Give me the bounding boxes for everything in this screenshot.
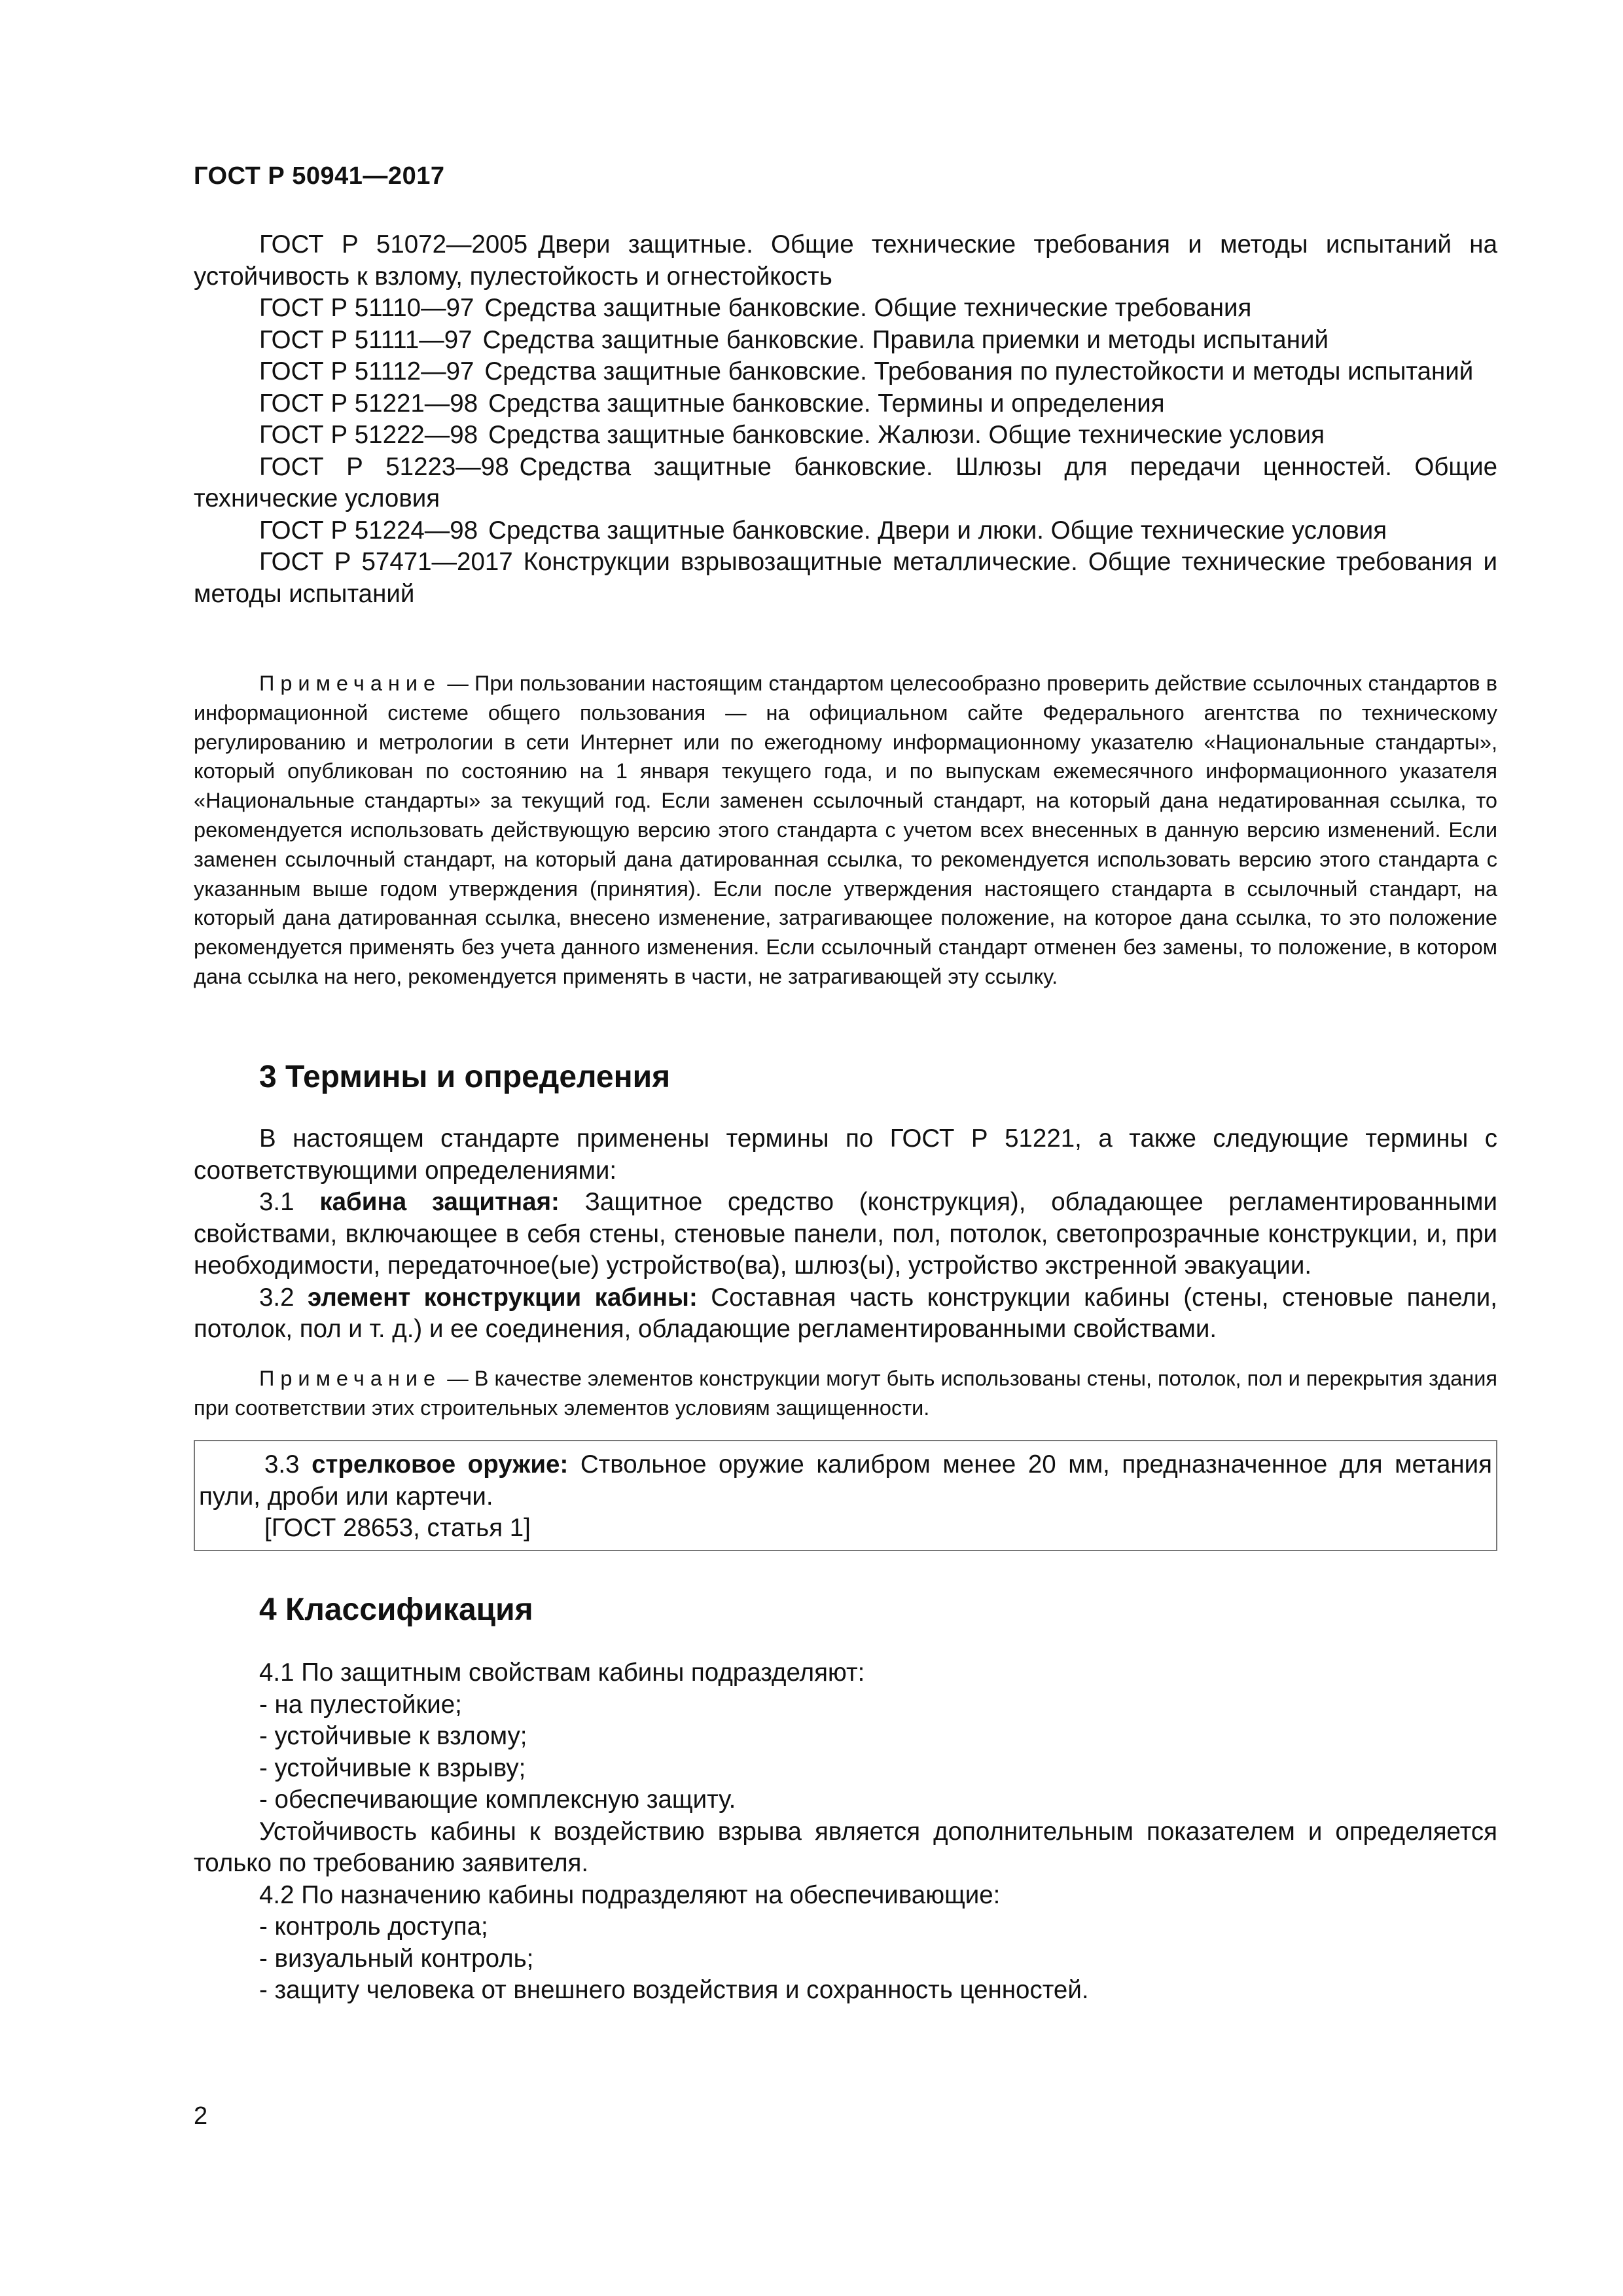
list-item: - визуальный контроль; [259,1944,534,1973]
page-number: 2 [194,2102,208,2130]
terms-note [194,1364,1497,1423]
term-3-3-source: [ГОСТ 28653, статья 1] [264,1514,531,1542]
references-note [194,669,1497,992]
section-3-heading: 3 Термины и определения [259,1060,671,1094]
list-item: - защиту человека от внешнего воздействия и сохранность ценностей. [259,1976,1089,2004]
list-item: - обеспечивающие комплексную защиту. [259,1785,736,1814]
reference-item: ГОСТ Р 51223—98 Средства защитные банковские. Шлюзы для передачи ценностей. Общие технические условия [194,452,1497,512]
clause-4-2: 4.2 По назначению кабины подразделяют на обеспечивающие: [259,1880,1001,1909]
normative-references-list [194,229,1497,610]
section-4-heading: 4 Классификация [259,1592,533,1627]
term-3-3-box [194,1440,1497,1551]
note-text: — При пользовании настоящим стандартом целесообразно проверить действие ссылочных стандартов в информационной системе общего пользования — на официальном сайте Федерального агентства по техническому регулированию и метрологии в сети Интернет или по ежегодному информационному указателю «Национальные стандарты», который опубликован по состоянию на 1 января текущего года, и по выпускам ежемесячного информационного указателя «Национальные стандарты» за текущий год. Если заменен ссылочный стандарт, на который дана недатированная ссылка, то рекомендуется использовать действующую версию этого стандарта с учетом всех внесенных в данную версию изменений. Если заменен ссылочный стандарт, на который дана датированная ссылка, то рекомендуется использовать версию этого стандарта с указанным выше годом утверждения (принятия). Если после утверждения настоящего стандарта в ссылочный стандарт, на который дана датированная ссылка, внесено изменение, затрагивающее положение, на которое дана ссылка, то это положение рекомендуется применять без учета данного изменения. Если ссылочный стандарт отменен без замены, то положение, в котором дана ссылка на него, рекомендуется применять в части, не затрагивающей эту ссылку. [194,672,1498,988]
reference-item: ГОСТ Р 51224—98 Средства защитные банковские. Двери и люки. Общие технические условия [259,516,1387,545]
section-4-body [194,1657,1497,2007]
note-label: Примечание [259,1367,442,1390]
reference-item: ГОСТ Р 51110—97 Средства защитные банковские. Общие технические требования [259,294,1252,322]
list-item: - устойчивые к взлому; [259,1722,527,1750]
document-code-header: ГОСТ Р 50941—2017 [194,162,445,190]
term-3-2: 3.2 элемент конструкции кабины: Составная часть конструкции кабины (стены, стеновые панели, потолок, пол и т. д.) и ее соединения, обладающие регламентированными свойствами. [194,1283,1497,1343]
reference-item: ГОСТ Р 57471—2017 Конструкции взрывозащитные металлические. Общие технические требования и методы испытаний [194,548,1497,608]
clause-4-1: 4.1 По защитным свойствам кабины подразделяют: [259,1659,865,1687]
note-label: Примечание [259,672,442,695]
reference-item: ГОСТ Р 51072—2005 Двери защитные. Общие технические требования и методы испытаний на устойчивость к взлому, пулестойкость и огнестойкость [194,230,1497,291]
reference-item: ГОСТ Р 51111—97 Средства защитные банковские. Правила приемки и методы испытаний [259,325,1329,354]
list-item: - на пулестойкие; [259,1690,462,1719]
reference-item: ГОСТ Р 51222—98 Средства защитные банковские. Жалюзи. Общие технические условия [259,421,1325,449]
reference-item: ГОСТ Р 51112—97 Средства защитные банковские. Требования по пулестойкости и методы испытаний [259,357,1474,386]
section-3-body [194,1123,1497,1346]
note-text: — В качестве элементов конструкции могут быть использованы стены, потолок, пол и перекрытия здания при соответствии этих строительных элементов условиям защищенности. [194,1367,1498,1420]
clause-4-1-note: Устойчивость кабины к воздействию взрыва является дополнительным показателем и определяется только по требованию заявителя. [194,1817,1497,1877]
list-item: - устойчивые к взрыву; [259,1753,526,1782]
reference-item: ГОСТ Р 51221—98 Средства защитные банковские. Термины и определения [259,389,1165,418]
section-3-intro: В настоящем стандарте применены термины по ГОСТ Р 51221, а также следующие термины с соответствующими определениями: [194,1124,1497,1185]
term-3-1: 3.1 кабина защитная: Защитное средство (конструкция), обладающее регламентированными свойствами, включающее в себя стены, стеновые панели, пол, потолок, светопрозрачные конструкции, и, при необходимости, передаточное(ые) устройство(ва), шлюз(ы), устройство экстренной эвакуации. [194,1188,1498,1280]
term-3-3: 3.3 стрелковое оружие: Ствольное оружие калибром менее 20 мм, предназначенное для метания пули, дроби или картечи. [199,1450,1492,1511]
list-item: - контроль доступа; [259,1912,488,1941]
